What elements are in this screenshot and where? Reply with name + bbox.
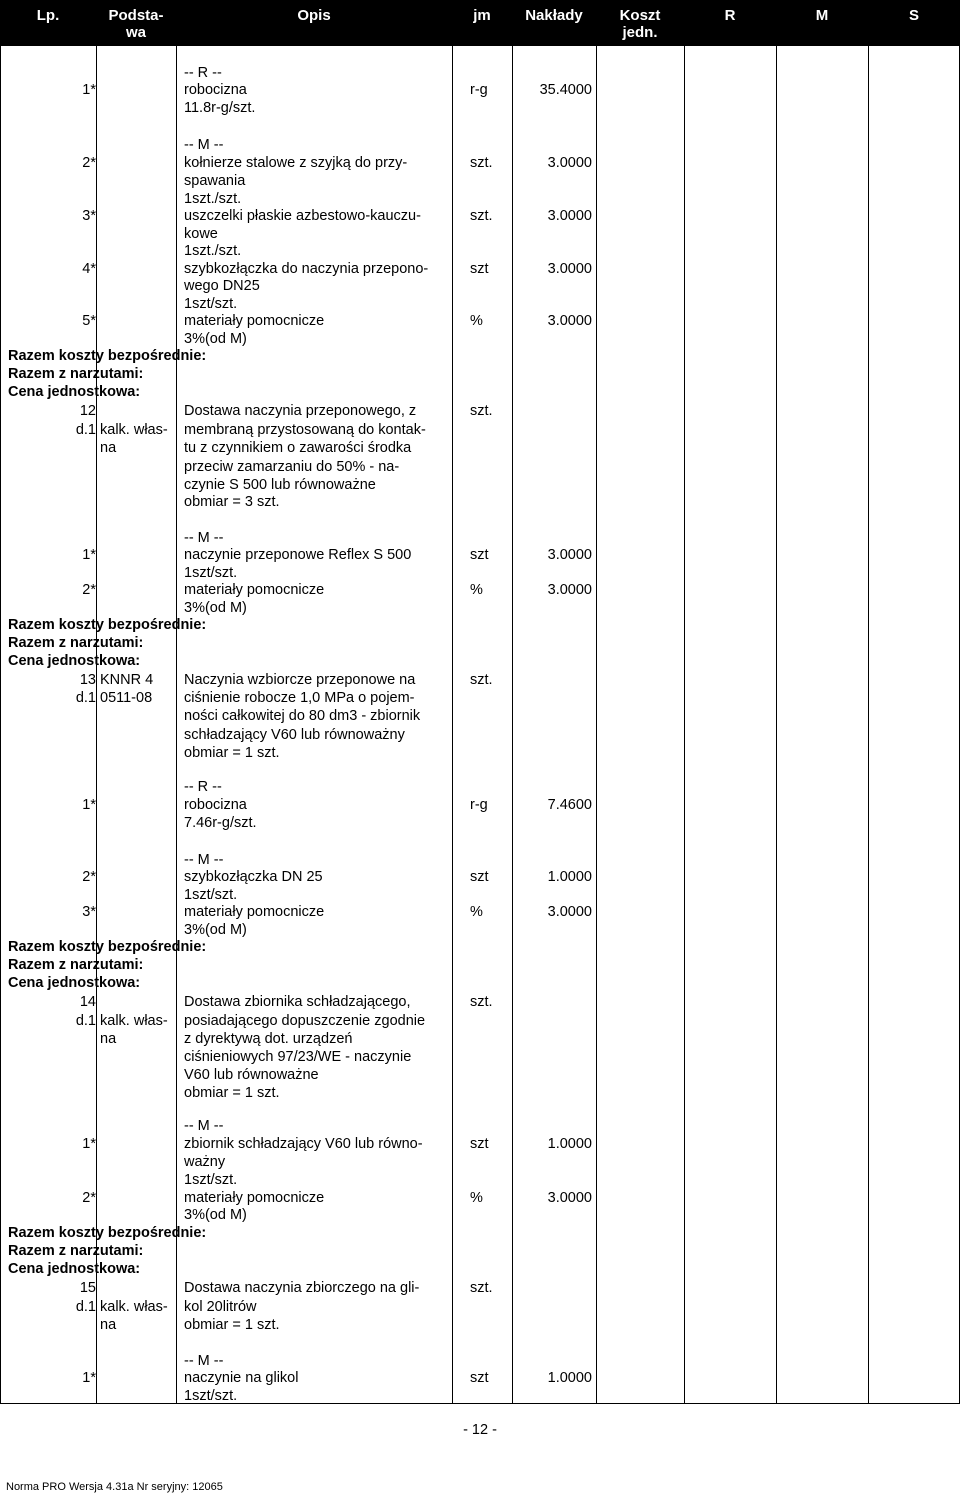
quantity-cell: 3.0000 <box>547 155 592 171</box>
description-cell: Dostawa naczynia zbiorczego na gli- <box>184 1280 420 1296</box>
quantity-cell: 3.0000 <box>547 904 592 920</box>
description-cell: spawania <box>184 173 246 189</box>
basis-cell: kalk. włas- <box>100 422 168 438</box>
lp-cell: 3* <box>82 904 96 920</box>
description-cell: 1szt/szt. <box>184 296 238 312</box>
lp-cell: 14 <box>79 994 96 1010</box>
description-cell: tu z czynnikiem o zawarości środka <box>184 440 412 456</box>
lp-cell: d.1 <box>75 1013 96 1029</box>
description-cell: schładzający V60 lub równoważny <box>184 727 405 743</box>
summary-label: Cena jednostkowa: <box>8 975 141 991</box>
summary-label: Razem z narzutami: <box>8 635 144 651</box>
grid-line <box>452 46 453 1403</box>
quantity-cell: 3.0000 <box>547 547 592 563</box>
lp-cell: 5* <box>82 313 96 329</box>
quantity-cell: 3.0000 <box>547 1190 592 1206</box>
header-naklady: Nakłady <box>525 7 583 24</box>
lp-cell: 1* <box>82 797 96 813</box>
unit-cell: r-g <box>470 82 488 98</box>
header-lp: Lp. <box>36 7 60 24</box>
description-cell: szybkozłączka DN 25 <box>184 869 323 885</box>
lp-cell: 1* <box>82 1370 96 1386</box>
description-cell: Dostawa zbiornika schładzającego, <box>184 994 411 1010</box>
unit-cell: % <box>470 904 483 920</box>
description-cell: kowe <box>184 226 218 242</box>
description-cell: materiały pomocnicze <box>184 904 325 920</box>
description-cell: robocizna <box>184 82 247 98</box>
description-cell: -- M -- <box>184 1118 224 1134</box>
unit-cell: % <box>470 582 483 598</box>
description-cell: ciśnieniowych 97/23/WE - naczynie <box>184 1049 412 1065</box>
grid-line <box>0 46 1 1403</box>
description-cell: 3%(od M) <box>184 922 247 938</box>
lp-cell: 2* <box>82 155 96 171</box>
table-header <box>0 0 960 46</box>
description-cell: Naczynia wzbiorcze przeponowe na <box>184 672 416 688</box>
description-cell: z dyrektywą dot. urządzeń <box>184 1031 353 1047</box>
basis-cell: 0511-08 <box>100 690 153 706</box>
unit-cell: szt. <box>470 994 493 1010</box>
grid-line <box>596 46 597 1403</box>
basis-cell: na <box>100 440 117 456</box>
unit-cell: szt <box>470 1136 489 1152</box>
description-cell: 7.46r-g/szt. <box>184 815 257 831</box>
header-m: M <box>815 7 829 24</box>
description-cell: -- M -- <box>184 137 224 153</box>
description-cell: 1szt./szt. <box>184 243 242 259</box>
lp-cell: 2* <box>82 582 96 598</box>
description-cell: -- M -- <box>184 852 224 868</box>
description-cell: -- M -- <box>184 530 224 546</box>
header-podstawa-line1: Podsta- <box>108 7 164 24</box>
footer-text: Norma PRO Wersja 4.31a Nr seryjny: 12065 <box>6 1481 223 1493</box>
lp-cell: d.1 <box>75 690 96 706</box>
description-cell: wego DN25 <box>184 278 260 294</box>
unit-cell: szt <box>470 869 489 885</box>
description-cell: Dostawa naczynia przeponowego, z <box>184 403 417 419</box>
lp-cell: 1* <box>82 1136 96 1152</box>
description-cell: materiały pomocnicze <box>184 1190 325 1206</box>
header-podstawa-line2: wa <box>125 24 146 41</box>
basis-cell: na <box>100 1031 117 1047</box>
header-koszt <box>596 7 684 41</box>
unit-cell: szt <box>470 261 489 277</box>
description-cell: 3%(od M) <box>184 1207 247 1223</box>
quantity-cell: 3.0000 <box>547 313 592 329</box>
unit-cell: % <box>470 1190 483 1206</box>
lp-cell: 3* <box>82 208 96 224</box>
quantity-cell: 1.0000 <box>547 1370 592 1386</box>
summary-label: Razem koszty bezpośrednie: <box>8 939 207 955</box>
quantity-cell: 3.0000 <box>547 261 592 277</box>
description-cell: zbiornik schładzający V60 lub równo- <box>184 1136 423 1152</box>
unit-cell: szt. <box>470 672 493 688</box>
quantity-cell: 1.0000 <box>547 869 592 885</box>
description-cell: naczynie na glikol <box>184 1370 299 1386</box>
description-cell: 11.8r-g/szt. <box>184 100 256 116</box>
basis-cell: kalk. włas- <box>100 1299 168 1315</box>
summary-label: Cena jednostkowa: <box>8 653 141 669</box>
header-s: S <box>908 7 919 24</box>
description-cell: 1szt/szt. <box>184 887 238 903</box>
description-cell: naczynie przeponowe Reflex S 500 <box>184 547 412 563</box>
header-jm: jm <box>473 7 491 24</box>
summary-label: Razem z narzutami: <box>8 957 144 973</box>
quantity-cell: 7.4600 <box>547 797 592 813</box>
lp-cell: 4* <box>82 261 96 277</box>
quantity-cell: 3.0000 <box>547 208 592 224</box>
description-cell: materiały pomocnicze <box>184 582 325 598</box>
grid-line <box>96 46 97 1403</box>
summary-label: Razem koszty bezpośrednie: <box>8 348 207 364</box>
grid-line <box>776 46 777 1403</box>
quantity-cell: 3.0000 <box>547 582 592 598</box>
basis-cell: na <box>100 1317 117 1333</box>
grid-line <box>868 46 869 1403</box>
summary-label: Razem z narzutami: <box>8 366 144 382</box>
description-cell: 3%(od M) <box>184 331 247 347</box>
description-cell: posiadającego dopuszczenie zgodnie <box>184 1013 426 1029</box>
description-cell: ważny <box>184 1154 226 1170</box>
lp-cell: 15 <box>79 1280 96 1296</box>
grid-line <box>684 46 685 1403</box>
quantity-cell: 35.4000 <box>539 82 592 98</box>
description-cell: czynie S 500 lub równoważne <box>184 477 376 493</box>
unit-cell: szt. <box>470 208 493 224</box>
lp-cell: 2* <box>82 869 96 885</box>
summary-label: Cena jednostkowa: <box>8 1261 141 1277</box>
grid-line <box>176 46 177 1403</box>
description-cell: V60 lub równoważne <box>184 1067 319 1083</box>
table-bottom-line <box>0 1403 960 1404</box>
description-cell: 1szt./szt. <box>184 191 242 207</box>
header-podstawa <box>96 7 176 41</box>
lp-cell: 12 <box>79 403 96 419</box>
lp-cell: 1* <box>82 547 96 563</box>
lp-cell: 2* <box>82 1190 96 1206</box>
description-cell: obmiar = 1 szt. <box>184 1317 280 1333</box>
lp-cell: 13 <box>79 672 96 688</box>
unit-cell: szt <box>470 1370 489 1386</box>
description-cell: 3%(od M) <box>184 600 247 616</box>
description-cell: obmiar = 1 szt. <box>184 745 280 761</box>
description-cell: materiały pomocnicze <box>184 313 325 329</box>
description-cell: obmiar = 3 szt. <box>184 494 280 510</box>
unit-cell: szt. <box>470 155 493 171</box>
description-cell: obmiar = 1 szt. <box>184 1085 280 1101</box>
page-number: - 12 - <box>463 1422 497 1438</box>
description-cell: 1szt/szt. <box>184 1388 238 1404</box>
description-cell: -- R -- <box>184 779 222 795</box>
summary-label: Razem koszty bezpośrednie: <box>8 1225 207 1241</box>
header-koszt-line1: Koszt <box>619 7 661 24</box>
lp-cell: 1* <box>82 82 96 98</box>
description-cell: -- R -- <box>184 65 222 81</box>
description-cell: 1szt/szt. <box>184 565 238 581</box>
description-cell: ciśnienie robocze 1,0 MPa o pojem- <box>184 690 415 706</box>
lp-cell: d.1 <box>75 422 96 438</box>
description-cell: 1szt/szt. <box>184 1172 238 1188</box>
unit-cell: szt <box>470 547 489 563</box>
basis-cell: KNNR 4 <box>100 672 154 688</box>
lp-cell: d.1 <box>75 1299 96 1315</box>
header-r: R <box>724 7 736 24</box>
quantity-cell: 1.0000 <box>547 1136 592 1152</box>
description-cell: robocizna <box>184 797 247 813</box>
unit-cell: szt. <box>470 1280 493 1296</box>
header-koszt-line2: jedn. <box>622 24 658 41</box>
description-cell: ności całkowitej do 80 dm3 - zbiornik <box>184 708 421 724</box>
description-cell: kołnierze stalowe z szyjką do przy- <box>184 155 408 171</box>
description-cell: uszczelki płaskie azbestowo-kauczu- <box>184 208 421 224</box>
description-cell: przeciw zamarzaniu do 50% - na- <box>184 459 400 475</box>
unit-cell: % <box>470 313 483 329</box>
header-opis: Opis <box>297 7 331 24</box>
summary-label: Razem z narzutami: <box>8 1243 144 1259</box>
summary-label: Cena jednostkowa: <box>8 384 141 400</box>
summary-label: Razem koszty bezpośrednie: <box>8 617 207 633</box>
description-cell: -- M -- <box>184 1353 224 1369</box>
unit-cell: r-g <box>470 797 488 813</box>
description-cell: kol 20litrów <box>184 1299 257 1315</box>
description-cell: membraną przystosowaną do kontak- <box>184 422 426 438</box>
unit-cell: szt. <box>470 403 493 419</box>
basis-cell: kalk. włas- <box>100 1013 168 1029</box>
description-cell: szybkozłączka do naczynia przepono- <box>184 261 429 277</box>
